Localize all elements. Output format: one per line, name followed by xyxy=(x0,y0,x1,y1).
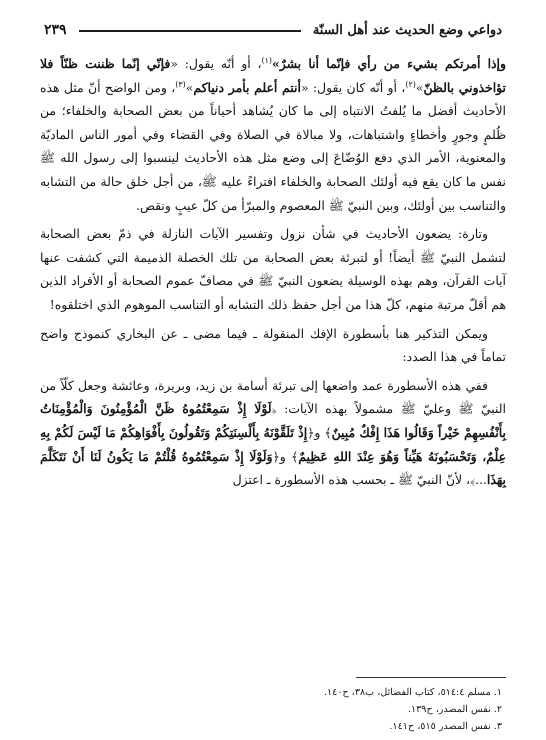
text-run: ويمكن التذكير هنا بأسطورة الإفك المنقولة ـ فيما مضى ـ عن البخاري كنموذج واضح تماماً في هذا الصدد: xyxy=(40,325,506,365)
text-run: ، أو أنّه كان يقول: « xyxy=(300,79,406,95)
text-run: » xyxy=(185,79,194,95)
text-run: ﴾ و﴿ xyxy=(272,448,299,464)
footnote-separator xyxy=(356,677,506,678)
text-run: ، أو أنّه يقول: « xyxy=(170,56,262,71)
page-number: ٢٣٩ xyxy=(44,22,67,38)
text-run: ﴾ و﴿ xyxy=(307,424,332,440)
text-run: ...﴾، لأنّ النبيّ ﷺ ـ بحسب هذه الأسطورة ـ اعتزل xyxy=(232,472,487,488)
emphasized-text: إِذْ تَلَقَّوْنَهُ بِأَلْسِنَتِكُمْ وَتَقُولُونَ بِأَفْوَاهِكُمْ مَا لَيْسَ لَكُمْ بِهِ عِلْمٌ، وَتَحْسَبُونَهُ هَيِّناً وَهُوَ عِنْدَ اللهِ عَظِيمٌ xyxy=(40,424,506,464)
page-header xyxy=(44,14,502,38)
text-run: ، ومن الواضح أنّ مثل هذه الأحاديث أفضل ما يُلفتُ الانتباه إلى ما كان يُشاهد أحياناً من بعض الصحابة والخلفاء؛ من ظُلمٍ وجورٍ وأخطاءٍ واشتباهات، ولا مبالاة في الصلاة وفي القضاء وفي أمور الناس الماديّة والمعنوية، الأمر الذي دفع الوُضّاعَ إلى وضع مثل هذه الأحاديث لينسبوا إلى رسول الله ﷺ نفس ما كان يقع فيه أولئك الصحابة والخلفاء افتراءً عليه ﷺ، من أجل خلق حالة من التشابه والتناسب بين أولئك، وبين النبيّ ﷺ المعصوم والمبرّأ من كلّ عيبٍ ونقص. xyxy=(40,79,506,213)
emphasized-text: لَوْلَا إِذْ سَمِعْتُمُوهُ ظَنَّ الْمُؤْمِنُونَ وَالْمُؤْمِنَاتُ بِأَنْفُسِهِمْ خَيْراً وَقَالُوا هَذَا إِفْكٌ مُبِينٌ xyxy=(40,401,506,440)
emphasized-text: فإنّي إنّما ظننت ظنّاً فلا تؤاخذوني بالظنّ xyxy=(40,56,507,95)
footnote: ٣. نفس المصدر ٥١٥، ح١٤١. xyxy=(389,721,502,732)
footnote: ١. مسلم ٥١٤:٤، كتاب الفضائل، ب٣٨، ح١٤٠. xyxy=(323,687,502,698)
footnote-marker: (٣) xyxy=(175,79,186,89)
body-text xyxy=(40,52,506,492)
paragraph xyxy=(40,322,506,369)
paragraph xyxy=(40,374,506,492)
header-rule xyxy=(79,30,301,32)
emphasized-text: أنتم أعلم بأمر دنياكم xyxy=(193,79,301,95)
text-run: » xyxy=(415,79,424,95)
paragraph xyxy=(40,222,506,316)
footnotes xyxy=(40,684,502,735)
text-run: ففي هذه الأسطورة عمد واضعها إلى تبرئة أسامة بن زيد، وبريرة، وعائشة وجعل كلّاً من النبيّ ﷺ وعليّ ﷺ مشمولاً بهذه الآيات: ﴿ xyxy=(40,377,506,417)
text-run: وتارة: يضعون الأحاديث في شأن نزول وتفسير الآيات النازلة في ذمّ بعض الصحابة لتشمل النبيّ ﷺ أيضاً! أو لتبرئة بعض الصحابة من تلك الخصلة الذميمة التي كشفت عنها آيات القرآن، وهم بهذه الوسيلة يضعون النبيّ ﷺ في مصافّ عموم الصحابة أو الأفراد الذين هم أقلّ مرتبة منهم، كلّ هذا من أجل حفظ ذلك التشابه أو التناسب الموهوم الذي اختلقوه! xyxy=(40,226,506,312)
paragraph xyxy=(40,52,506,217)
emphasized-text: وإذا أمرتكم بشيء من رأي فإنّما أنا بشرٌ» xyxy=(272,56,506,71)
footnote: ٢. نفس المصدر، ح١٣٩. xyxy=(407,704,502,715)
emphasized-text: وَلَوْلَا إِذْ سَمِعْتُمُوهُ قُلْتُمْ مَا يَكُونُ لَنَا أَنْ نَتَكَلَّمَ بِهَذَا xyxy=(40,448,506,488)
footnote-marker: (١) xyxy=(261,55,273,65)
running-title: دواعي وضع الحديث عند أهل السنّة xyxy=(312,23,502,38)
footnote-marker: (٢) xyxy=(405,79,416,89)
